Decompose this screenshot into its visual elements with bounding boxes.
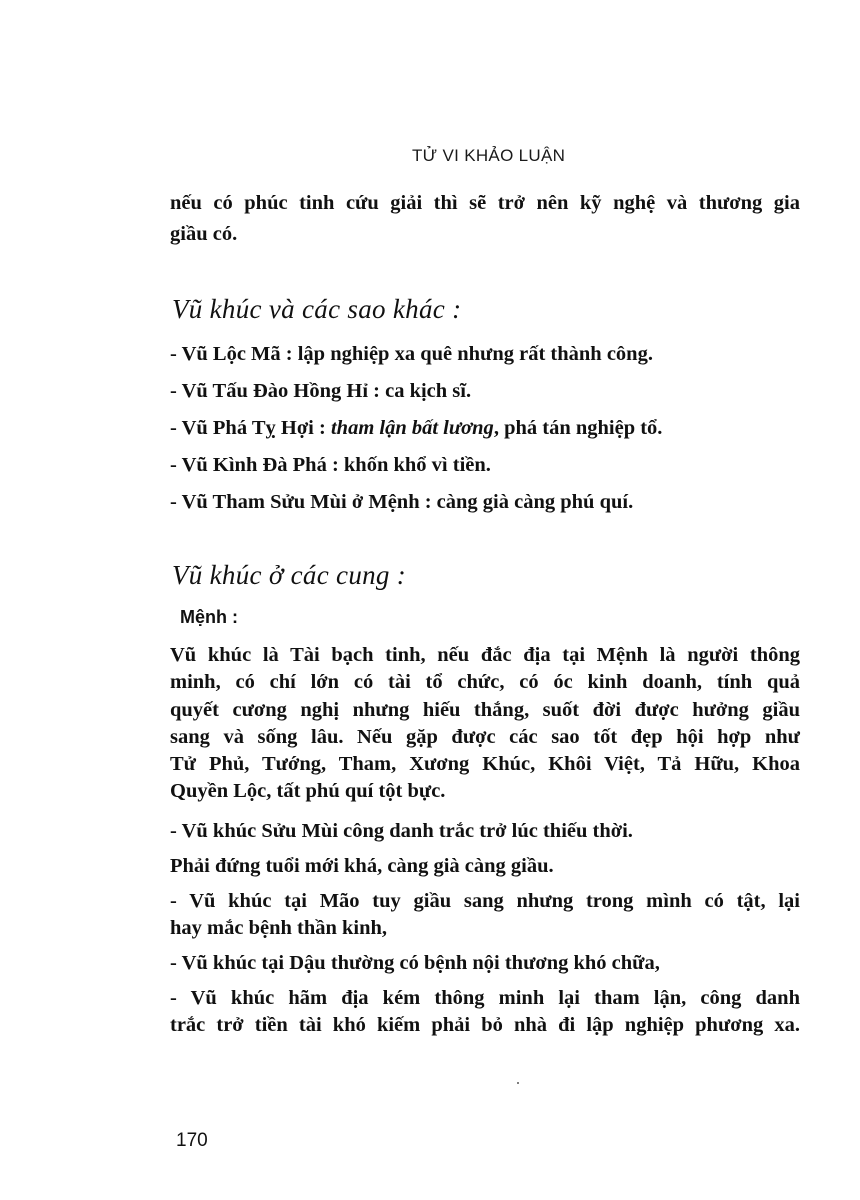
running-head-title: TỬ VI KHẢO LUẬN — [412, 146, 566, 165]
list-item-line: hay mắc bệnh thần kinh, — [170, 917, 388, 939]
paragraph-line: nếu có phúc tinh cứu giải thì sẽ trở nên kỹ nghệ và thương gia — [170, 192, 800, 214]
paragraph-line: giầu có. — [170, 223, 238, 245]
section-heading-other-stars: Vũ khúc và các sao khác : — [172, 294, 462, 324]
list-item: - Vũ Lộc Mã : lập nghiệp xa quê nhưng rất thành công. — [170, 343, 653, 365]
paragraph-line: quyết cương nghị nhưng hiếu thắng, suốt đời được hưởng giầu — [170, 698, 800, 721]
item-suffix: , phá tán nghiệp tổ. — [493, 417, 663, 439]
paragraph-line: sang và sống lâu. Nếu gặp được các sao tốt đẹp hội hợp như — [170, 725, 800, 748]
scan-speck — [517, 1082, 519, 1084]
page-number: 170 — [176, 1130, 208, 1151]
section-heading-palaces: Vũ khúc ở các cung : — [172, 560, 407, 590]
list-item-line: - Vũ khúc hãm địa kém thông minh lại tham lận, công danh — [170, 987, 800, 1009]
list-item: - Vũ khúc Sửu Mùi công danh trắc trở lúc thiếu thời. — [170, 820, 633, 842]
paragraph-line: Vũ khúc là Tài bạch tinh, nếu đắc địa tại Mệnh là người thông — [170, 644, 800, 666]
list-item: - Vũ Tấu Đào Hồng Hỉ : ca kịch sĩ. — [170, 380, 472, 402]
item-prefix: - Vũ Phá Tỵ Hợi : — [170, 417, 331, 439]
list-item: - Vũ khúc tại Dậu thường có bệnh nội thương khó chữa, — [170, 952, 660, 974]
intro-paragraph — [170, 188, 800, 250]
list-item: - Vũ Tham Sửu Mùi ở Mệnh : càng già càng phú quí. — [170, 491, 634, 513]
subheading-menh: Mệnh : — [180, 607, 238, 627]
menh-list — [170, 818, 800, 1039]
list-item-line: - Vũ khúc tại Mão tuy giầu sang nhưng trong mình có tật, lại — [170, 890, 800, 912]
list-item: Phải đứng tuổi mới khá, càng già càng giầu. — [170, 855, 554, 877]
list-item — [170, 413, 800, 443]
paragraph-line: Quyền Lộc, tất phú quí tột bực. — [170, 780, 446, 803]
paragraph-line: minh, có chí lớn có tài tổ chức, có óc kinh doanh, tính quả — [170, 671, 800, 694]
list-item: - Vũ Kình Đà Phá : khốn khổ vì tiền. — [170, 454, 491, 476]
menh-paragraph — [170, 642, 800, 806]
item-italic-phrase: tham lận bất lương — [330, 417, 494, 439]
list-item-line: trắc trở tiền tài khó kiếm phải bỏ nhà đi lập nghiệp phương xa. — [170, 1014, 800, 1036]
paragraph-line: Tử Phủ, Tướng, Tham, Xương Khúc, Khôi Việt, Tả Hữu, Khoa — [170, 753, 800, 776]
other-stars-list — [170, 339, 800, 524]
